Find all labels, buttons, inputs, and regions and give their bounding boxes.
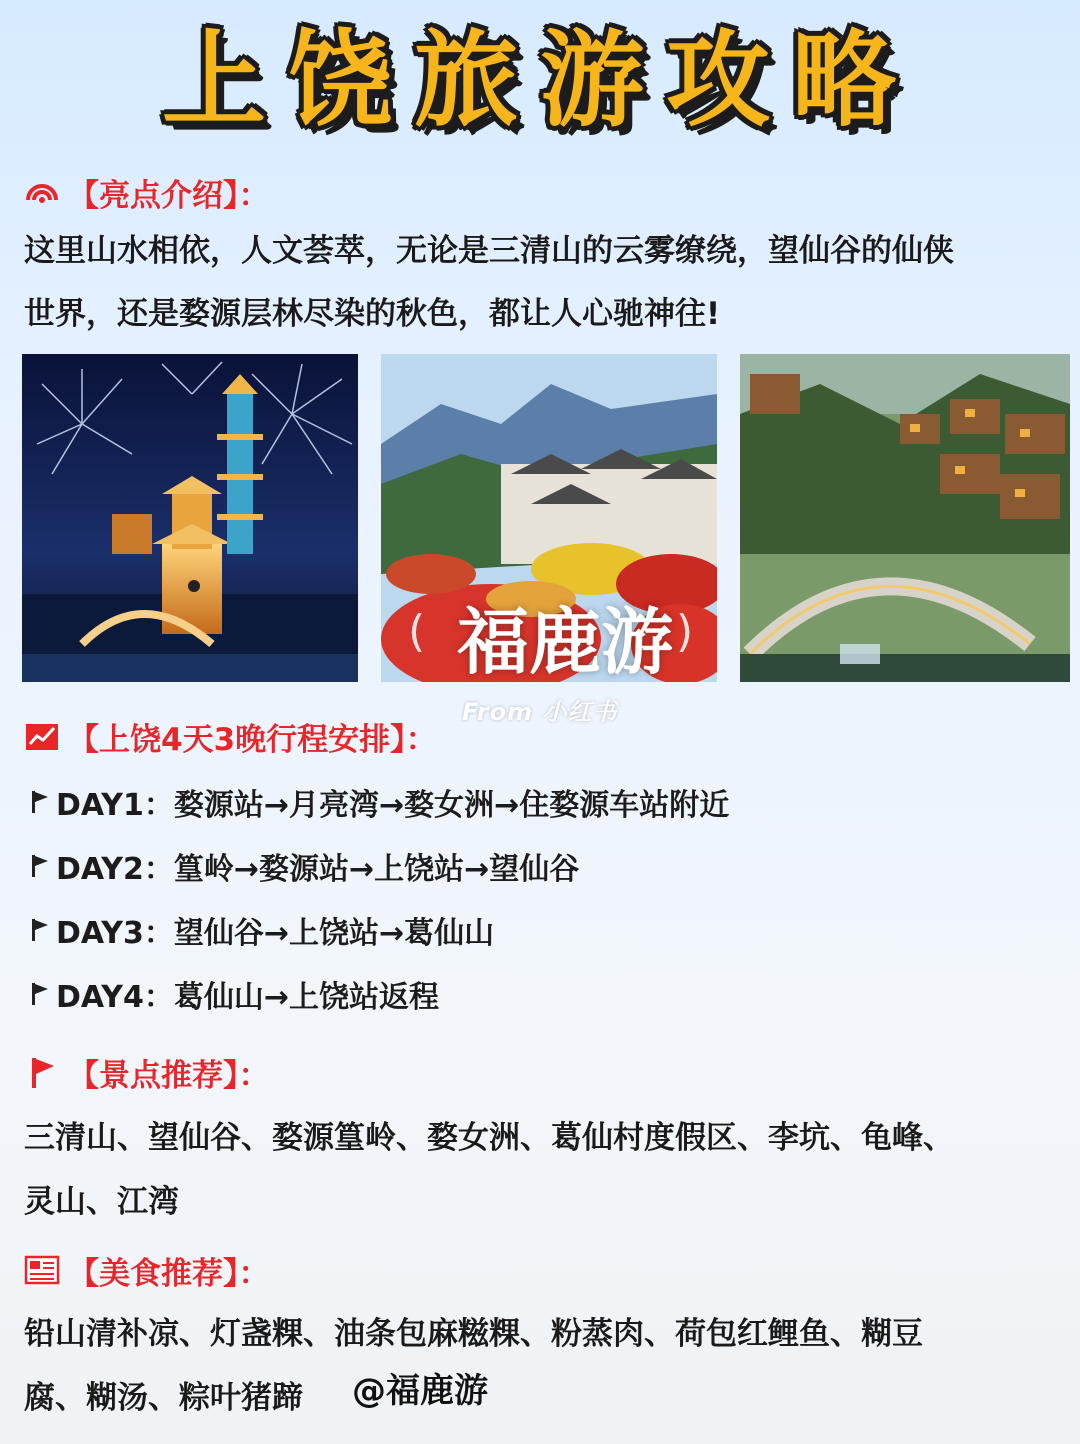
day-route: 望仙谷→上饶站→葛仙山: [173, 916, 495, 951]
day-route: 篁岭→婺源站→上饶站→望仙谷: [173, 852, 580, 887]
food-line-2: 腐、糊汤、粽叶猪蹄: [24, 1380, 303, 1416]
pennant-icon: [30, 853, 50, 879]
spots-text: [24, 1106, 1059, 1234]
rainbow-icon: [24, 174, 60, 210]
food-line-1: 铅山清补凉、灯盏粿、油条包麻糍粿、粉蒸肉、荷包红鲤鱼、糊豆: [24, 1316, 923, 1352]
author-handle[interactable]: @福鹿游: [352, 1371, 488, 1411]
watermark-from-tag: From 小红书: [462, 698, 618, 726]
pennant-icon: [30, 917, 50, 943]
food-heading: [24, 1246, 270, 1294]
flag-icon: [24, 1054, 60, 1090]
watermark-paren-right: ): [676, 606, 694, 657]
day-label: DAY3：: [56, 916, 174, 951]
day-label: DAY1：: [56, 788, 174, 823]
highlights-line-2: 世界，还是婺源层林尽染的秋色，都让人心驰神往!: [24, 296, 721, 332]
itinerary-day-1: [30, 778, 729, 826]
highlights-heading-text: 【亮点介绍】：: [68, 177, 270, 214]
day-route: 葛仙山→上饶站返程: [173, 980, 439, 1015]
night-pagoda-fireworks-photo: [22, 354, 358, 682]
pennant-icon: [30, 981, 50, 1007]
food-text: [24, 1302, 1059, 1430]
day-route: 婺源站→月亮湾→婺女洲→住婺源车站附近: [173, 788, 730, 823]
itinerary-day-3: [30, 906, 494, 954]
cliff-village-bridge-photo: [740, 354, 1070, 682]
menu-board-icon: [24, 1252, 60, 1288]
day-label: DAY2：: [56, 852, 174, 887]
page-title: 上饶旅游攻略: [161, 19, 918, 141]
pennant-icon: [30, 789, 50, 815]
highlights-text: [24, 220, 1059, 346]
highlights-line-1: 这里山水相依，人文荟萃，无论是三清山的云雾缭绕，望仙谷的仙侠: [24, 233, 954, 269]
watermark-brand: 福鹿游: [456, 600, 673, 684]
itinerary-heading-text: 【上饶4天3晚行程安排】：: [68, 721, 437, 758]
highlights-heading: [24, 168, 270, 216]
spots-heading-text: 【景点推荐】：: [68, 1057, 270, 1094]
day-label: DAY4：: [56, 980, 174, 1015]
itinerary-day-2: [30, 842, 579, 890]
itinerary-day-4: [30, 970, 439, 1018]
chart-icon: [24, 718, 60, 754]
watermark-paren-left: (: [408, 606, 426, 657]
spots-line-1: 三清山、望仙谷、婺源篁岭、婺女洲、葛仙村度假区、李坑、龟峰、: [24, 1120, 954, 1156]
spots-line-2: 灵山、江湾: [24, 1184, 179, 1220]
food-heading-text: 【美食推荐】：: [68, 1255, 270, 1292]
spots-heading: [24, 1048, 270, 1096]
itinerary-heading: [24, 712, 437, 760]
